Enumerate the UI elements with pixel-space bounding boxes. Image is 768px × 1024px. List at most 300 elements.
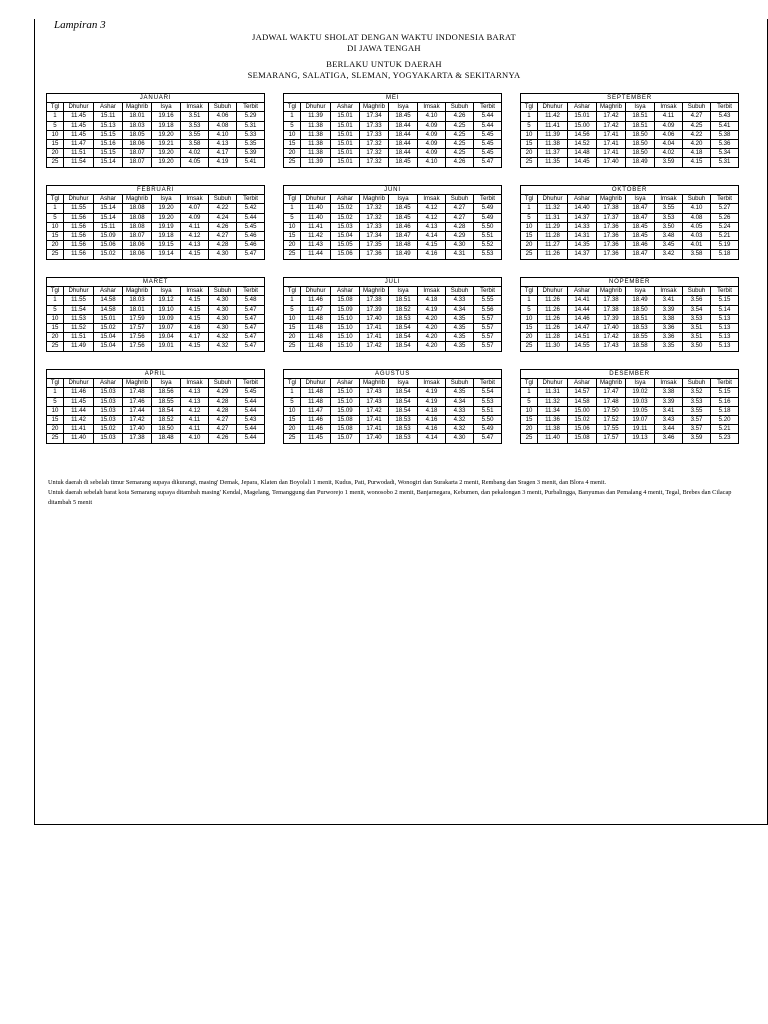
table-cell: 18.50 xyxy=(626,149,655,158)
table-cell: 15.01 xyxy=(331,130,360,139)
table-cell: 3.53 xyxy=(181,121,209,130)
table-cell: 3.55 xyxy=(683,406,711,415)
subtitle-line-1: BERLAKU UNTUK DAERAH xyxy=(326,59,442,69)
table-cell: 17.40 xyxy=(597,324,626,333)
table-row xyxy=(284,296,502,305)
table-cell: 4.11 xyxy=(181,416,209,425)
table-cell: 11.40 xyxy=(538,434,568,443)
table-cell: 14.55 xyxy=(568,342,597,351)
column-header: Isya xyxy=(152,379,181,388)
table-row xyxy=(47,388,265,397)
table-cell: 3.48 xyxy=(655,232,683,241)
column-header: Maghrib xyxy=(597,287,626,296)
table-cell: 18.53 xyxy=(389,416,418,425)
table-cell: 4.27 xyxy=(446,204,474,213)
table-cell: 11.32 xyxy=(538,204,568,213)
table-cell: 4.35 xyxy=(446,314,474,323)
table-cell: 10 xyxy=(47,222,64,231)
table-cell: 17.42 xyxy=(123,416,152,425)
table-cell: 15.01 xyxy=(331,121,360,130)
table-cell: 15.16 xyxy=(94,140,123,149)
column-header: Subuh xyxy=(683,195,711,204)
table-cell: 18.05 xyxy=(123,130,152,139)
table-cell: 4.19 xyxy=(418,305,446,314)
column-header: Dhuhur xyxy=(301,103,331,112)
table-cell: 3.38 xyxy=(655,388,683,397)
table-cell: 4.07 xyxy=(181,204,209,213)
table-cell: 15.13 xyxy=(94,121,123,130)
table-row xyxy=(47,416,265,425)
table-cell: 17.52 xyxy=(597,416,626,425)
table-cell: 5.18 xyxy=(711,250,739,259)
table-cell: 25 xyxy=(521,158,538,167)
table-cell: 5.47 xyxy=(237,305,265,314)
table-cell: 5.38 xyxy=(711,130,739,139)
table-row xyxy=(521,222,739,231)
column-header: Isya xyxy=(152,103,181,112)
table-cell: 5.13 xyxy=(711,314,739,323)
table-cell: 4.16 xyxy=(418,250,446,259)
table-cell: 5.49 xyxy=(474,425,502,434)
table-cell: 4.15 xyxy=(181,314,209,323)
table-cell: 18.47 xyxy=(626,213,655,222)
table-cell: 4.31 xyxy=(446,250,474,259)
table-cell: 4.27 xyxy=(209,416,237,425)
table-cell: 19.18 xyxy=(152,232,181,241)
column-header: Maghrib xyxy=(360,379,389,388)
table-cell: 5.35 xyxy=(237,140,265,149)
table-cell: 5 xyxy=(284,305,301,314)
table-cell: 11.56 xyxy=(64,232,94,241)
table-cell: 18.54 xyxy=(389,388,418,397)
table-cell: 15.14 xyxy=(94,204,123,213)
table-cell: 4.08 xyxy=(683,213,711,222)
table-cell: 14.58 xyxy=(568,397,597,406)
column-header: Isya xyxy=(626,195,655,204)
table-cell: 11.54 xyxy=(64,158,94,167)
month-table xyxy=(46,277,265,352)
column-header: Terbit xyxy=(237,195,265,204)
table-cell: 17.42 xyxy=(597,333,626,342)
table-cell: 4.26 xyxy=(446,158,474,167)
table-row xyxy=(284,425,502,434)
table-cell: 15.01 xyxy=(94,314,123,323)
table-cell: 5.13 xyxy=(711,324,739,333)
table-cell: 1 xyxy=(47,112,64,121)
table-cell: 5.45 xyxy=(237,388,265,397)
table-cell: 17.42 xyxy=(597,121,626,130)
table-cell: 14.37 xyxy=(568,250,597,259)
table-cell: 20 xyxy=(47,149,64,158)
table-row xyxy=(284,241,502,250)
table-cell: 11.37 xyxy=(538,149,568,158)
column-header: Dhuhur xyxy=(538,287,568,296)
table-cell: 17.41 xyxy=(360,416,389,425)
column-header: Tgl xyxy=(521,379,538,388)
table-cell: 15 xyxy=(521,416,538,425)
table-cell: 4.35 xyxy=(446,342,474,351)
table-row xyxy=(521,241,739,250)
column-header: Ashar xyxy=(331,379,360,388)
table-cell: 14.57 xyxy=(568,388,597,397)
column-header: Terbit xyxy=(711,195,739,204)
table-cell: 11.39 xyxy=(301,158,331,167)
table-cell: 18.51 xyxy=(626,121,655,130)
table-row xyxy=(284,140,502,149)
table-cell: 14.52 xyxy=(568,140,597,149)
table-cell: 18.48 xyxy=(389,241,418,250)
table-cell: 17.41 xyxy=(597,130,626,139)
table-cell: 15.02 xyxy=(331,213,360,222)
table-cell: 10 xyxy=(521,130,538,139)
table-cell: 17.33 xyxy=(360,121,389,130)
note-east: Untuk daerah di sebelah timur Semarang supaya dikurangi, masing' Demak, Jepara, Klaten dan Boyolali 1 menit, Kudus, Pati, Purwodadi, Wonogiri dan Surakarta 2 menit, Rembang dan Sragen 3 menit, dan Blora 4 menit. xyxy=(48,479,607,486)
table-cell: 15.15 xyxy=(94,130,123,139)
column-header: Imsak xyxy=(181,103,209,112)
column-header: Dhuhur xyxy=(301,195,331,204)
table-cell: 11.30 xyxy=(538,342,568,351)
table-cell: 15.07 xyxy=(331,434,360,443)
attachment-label: Lampiran 3 xyxy=(54,19,106,31)
table-cell: 5.41 xyxy=(711,121,739,130)
table-cell: 11.26 xyxy=(538,296,568,305)
table-cell: 10 xyxy=(284,222,301,231)
table-cell: 4.35 xyxy=(446,333,474,342)
table-cell: 4.26 xyxy=(209,222,237,231)
table-cell: 4.35 xyxy=(446,388,474,397)
table-cell: 14.35 xyxy=(568,241,597,250)
table-cell: 1 xyxy=(521,296,538,305)
table-cell: 4.15 xyxy=(418,241,446,250)
table-cell: 25 xyxy=(47,342,64,351)
column-header: Maghrib xyxy=(123,195,152,204)
table-cell: 4.13 xyxy=(209,140,237,149)
column-header: Ashar xyxy=(94,103,123,112)
table-row xyxy=(521,140,739,149)
table-cell: 18.49 xyxy=(389,250,418,259)
column-header-row xyxy=(47,287,265,296)
table-cell: 4.11 xyxy=(181,425,209,434)
table-cell: 15.08 xyxy=(331,296,360,305)
table-cell: 15.01 xyxy=(331,140,360,149)
column-header-row xyxy=(284,379,502,388)
table-cell: 17.43 xyxy=(360,397,389,406)
table-cell: 15.09 xyxy=(331,305,360,314)
table-row xyxy=(47,204,265,213)
table-cell: 17.43 xyxy=(360,388,389,397)
table-cell: 18.56 xyxy=(152,388,181,397)
column-header: Tgl xyxy=(47,379,64,388)
table-cell: 5.27 xyxy=(711,204,739,213)
table-cell: 4.33 xyxy=(446,406,474,415)
table-cell: 17.41 xyxy=(597,140,626,149)
table-cell: 4.03 xyxy=(683,232,711,241)
table-cell: 5.15 xyxy=(711,388,739,397)
table-cell: 18.55 xyxy=(626,333,655,342)
table-cell: 15.02 xyxy=(568,416,597,425)
table-row xyxy=(47,130,265,139)
table-cell: 11.55 xyxy=(64,296,94,305)
table-cell: 4.26 xyxy=(209,434,237,443)
table-cell: 3.46 xyxy=(655,434,683,443)
month-name: DESEMBER xyxy=(521,370,739,379)
table-row xyxy=(284,149,502,158)
table-cell: 4.13 xyxy=(181,241,209,250)
column-header: Dhuhur xyxy=(538,379,568,388)
table-row xyxy=(47,305,265,314)
table-cell: 4.15 xyxy=(181,305,209,314)
table-cell: 3.39 xyxy=(655,305,683,314)
table-cell: 20 xyxy=(47,333,64,342)
column-header: Maghrib xyxy=(360,287,389,296)
table-cell: 15.06 xyxy=(568,425,597,434)
table-cell: 5.49 xyxy=(474,204,502,213)
table-row xyxy=(47,342,265,351)
table-cell: 4.27 xyxy=(209,425,237,434)
table-cell: 3.55 xyxy=(655,204,683,213)
table-cell: 19.16 xyxy=(152,112,181,121)
column-header: Imsak xyxy=(418,195,446,204)
table-cell: 15.03 xyxy=(94,397,123,406)
table-cell: 11.28 xyxy=(538,333,568,342)
table-cell: 15.02 xyxy=(331,204,360,213)
table-cell: 18.54 xyxy=(389,397,418,406)
table-cell: 19.03 xyxy=(626,397,655,406)
table-cell: 17.59 xyxy=(123,314,152,323)
table-cell: 15.00 xyxy=(568,406,597,415)
column-header: Subuh xyxy=(446,195,474,204)
table-cell: 11.38 xyxy=(301,149,331,158)
table-cell: 1 xyxy=(284,204,301,213)
column-header: Maghrib xyxy=(597,195,626,204)
table-cell: 5.31 xyxy=(711,158,739,167)
table-cell: 19.02 xyxy=(626,388,655,397)
table-cell: 4.13 xyxy=(181,397,209,406)
table-cell: 17.56 xyxy=(123,333,152,342)
table-cell: 20 xyxy=(521,333,538,342)
month-name: FEBRUARI xyxy=(47,186,265,195)
table-cell: 4.30 xyxy=(446,434,474,443)
table-cell: 3.39 xyxy=(655,397,683,406)
table-cell: 4.19 xyxy=(209,158,237,167)
table-cell: 5.50 xyxy=(474,222,502,231)
table-cell: 17.32 xyxy=(360,213,389,222)
table-cell: 11.45 xyxy=(64,397,94,406)
table-cell: 18.03 xyxy=(123,121,152,130)
table-cell: 15.10 xyxy=(331,397,360,406)
table-cell: 18.50 xyxy=(626,140,655,149)
table-cell: 15.08 xyxy=(331,425,360,434)
column-header: Tgl xyxy=(521,195,538,204)
table-cell: 15.03 xyxy=(94,388,123,397)
table-cell: 11.48 xyxy=(301,388,331,397)
table-row xyxy=(47,158,265,167)
column-header: Maghrib xyxy=(123,287,152,296)
table-cell: 18.53 xyxy=(626,324,655,333)
table-cell: 5.45 xyxy=(474,149,502,158)
table-cell: 15 xyxy=(284,232,301,241)
table-cell: 11.26 xyxy=(538,250,568,259)
table-cell: 17.57 xyxy=(123,324,152,333)
table-cell: 5.57 xyxy=(474,324,502,333)
column-header-row xyxy=(521,195,739,204)
table-cell: 18.55 xyxy=(152,397,181,406)
table-cell: 3.44 xyxy=(655,425,683,434)
table-cell: 17.46 xyxy=(123,397,152,406)
table-cell: 5.26 xyxy=(711,213,739,222)
table-cell: 15 xyxy=(47,324,64,333)
table-cell: 4.05 xyxy=(683,222,711,231)
table-cell: 5.21 xyxy=(711,425,739,434)
table-cell: 4.27 xyxy=(209,232,237,241)
table-cell: 14.41 xyxy=(568,296,597,305)
table-row xyxy=(47,296,265,305)
table-cell: 17.38 xyxy=(597,305,626,314)
table-cell: 5.53 xyxy=(474,250,502,259)
column-header: Ashar xyxy=(331,195,360,204)
table-cell: 5.57 xyxy=(474,314,502,323)
table-cell: 3.53 xyxy=(683,397,711,406)
table-cell: 3.56 xyxy=(683,296,711,305)
table-cell: 25 xyxy=(284,434,301,443)
table-cell: 17.47 xyxy=(597,388,626,397)
table-cell: 20 xyxy=(521,241,538,250)
table-cell: 3.51 xyxy=(683,324,711,333)
table-cell: 15.10 xyxy=(331,388,360,397)
table-cell: 5.34 xyxy=(711,149,739,158)
table-cell: 11.41 xyxy=(64,425,94,434)
table-cell: 4.20 xyxy=(418,333,446,342)
table-row xyxy=(284,112,502,121)
table-cell: 3.57 xyxy=(683,416,711,425)
table-cell: 11.45 xyxy=(301,434,331,443)
table-cell: 10 xyxy=(521,406,538,415)
table-cell: 15.01 xyxy=(331,149,360,158)
table-cell: 17.48 xyxy=(597,397,626,406)
table-cell: 20 xyxy=(47,241,64,250)
table-cell: 15 xyxy=(47,140,64,149)
table-cell: 18.54 xyxy=(389,324,418,333)
table-cell: 5.56 xyxy=(474,305,502,314)
month-name: JULI xyxy=(284,278,502,287)
table-cell: 5.55 xyxy=(474,296,502,305)
table-cell: 18.44 xyxy=(389,130,418,139)
table-cell: 5.19 xyxy=(711,241,739,250)
table-cell: 11.47 xyxy=(64,140,94,149)
table-cell: 11.26 xyxy=(538,324,568,333)
table-row xyxy=(47,241,265,250)
table-cell: 19.09 xyxy=(152,314,181,323)
table-cell: 18.46 xyxy=(389,222,418,231)
table-cell: 5 xyxy=(521,121,538,130)
column-header-row xyxy=(284,103,502,112)
table-cell: 5.57 xyxy=(474,342,502,351)
table-cell: 4.09 xyxy=(655,121,683,130)
table-cell: 25 xyxy=(284,250,301,259)
title-line-1: JADWAL WAKTU SHOLAT DENGAN WAKTU INDONESIA BARAT xyxy=(252,32,516,42)
table-row xyxy=(47,397,265,406)
table-row xyxy=(521,112,739,121)
table-row xyxy=(521,149,739,158)
column-header: Terbit xyxy=(237,103,265,112)
column-header: Ashar xyxy=(568,103,597,112)
table-cell: 19.11 xyxy=(626,425,655,434)
column-header: Subuh xyxy=(209,379,237,388)
table-cell: 4.12 xyxy=(418,204,446,213)
table-row xyxy=(47,149,265,158)
table-row xyxy=(284,342,502,351)
column-header: Terbit xyxy=(474,287,502,296)
table-cell: 18.48 xyxy=(152,434,181,443)
table-cell: 18.06 xyxy=(123,140,152,149)
table-cell: 11.28 xyxy=(538,232,568,241)
table-cell: 5.53 xyxy=(474,397,502,406)
table-cell: 5 xyxy=(47,121,64,130)
table-cell: 4.33 xyxy=(446,296,474,305)
table-cell: 4.09 xyxy=(418,140,446,149)
table-cell: 11.48 xyxy=(301,324,331,333)
table-cell: 17.32 xyxy=(360,158,389,167)
table-cell: 5.16 xyxy=(711,397,739,406)
column-header: Ashar xyxy=(331,287,360,296)
table-cell: 3.59 xyxy=(683,434,711,443)
table-cell: 25 xyxy=(284,158,301,167)
table-cell: 11.56 xyxy=(64,213,94,222)
table-cell: 5.54 xyxy=(474,388,502,397)
table-cell: 17.41 xyxy=(360,324,389,333)
table-cell: 4.27 xyxy=(683,112,711,121)
column-header: Subuh xyxy=(683,287,711,296)
table-cell: 18.46 xyxy=(626,241,655,250)
table-cell: 1 xyxy=(521,388,538,397)
table-cell: 11.36 xyxy=(538,416,568,425)
table-cell: 4.02 xyxy=(655,149,683,158)
table-cell: 4.15 xyxy=(181,250,209,259)
table-cell: 11.51 xyxy=(64,333,94,342)
table-cell: 4.20 xyxy=(418,342,446,351)
column-header: Imsak xyxy=(655,195,683,204)
table-cell: 25 xyxy=(521,342,538,351)
table-cell: 14.31 xyxy=(568,232,597,241)
table-cell: 18.08 xyxy=(123,213,152,222)
month-table xyxy=(520,185,739,260)
table-cell: 3.50 xyxy=(683,342,711,351)
table-cell: 17.36 xyxy=(597,222,626,231)
table-cell: 11.26 xyxy=(538,314,568,323)
table-cell: 15.08 xyxy=(331,416,360,425)
column-header: Tgl xyxy=(521,287,538,296)
month-name: APRIL xyxy=(47,370,265,379)
table-row xyxy=(47,232,265,241)
table-cell: 17.33 xyxy=(360,130,389,139)
column-header: Imsak xyxy=(418,287,446,296)
table-cell: 20 xyxy=(47,425,64,434)
table-cell: 4.10 xyxy=(683,204,711,213)
table-cell: 10 xyxy=(284,314,301,323)
table-cell: 4.25 xyxy=(446,121,474,130)
column-header: Terbit xyxy=(711,103,739,112)
table-row xyxy=(521,324,739,333)
table-cell: 11.44 xyxy=(301,250,331,259)
table-cell: 4.15 xyxy=(181,342,209,351)
table-cell: 11.54 xyxy=(64,305,94,314)
table-cell: 15.14 xyxy=(94,213,123,222)
month-name: AGUSTUS xyxy=(284,370,502,379)
table-cell: 11.34 xyxy=(538,406,568,415)
table-cell: 4.29 xyxy=(446,232,474,241)
table-cell: 19.21 xyxy=(152,140,181,149)
table-cell: 19.07 xyxy=(626,416,655,425)
